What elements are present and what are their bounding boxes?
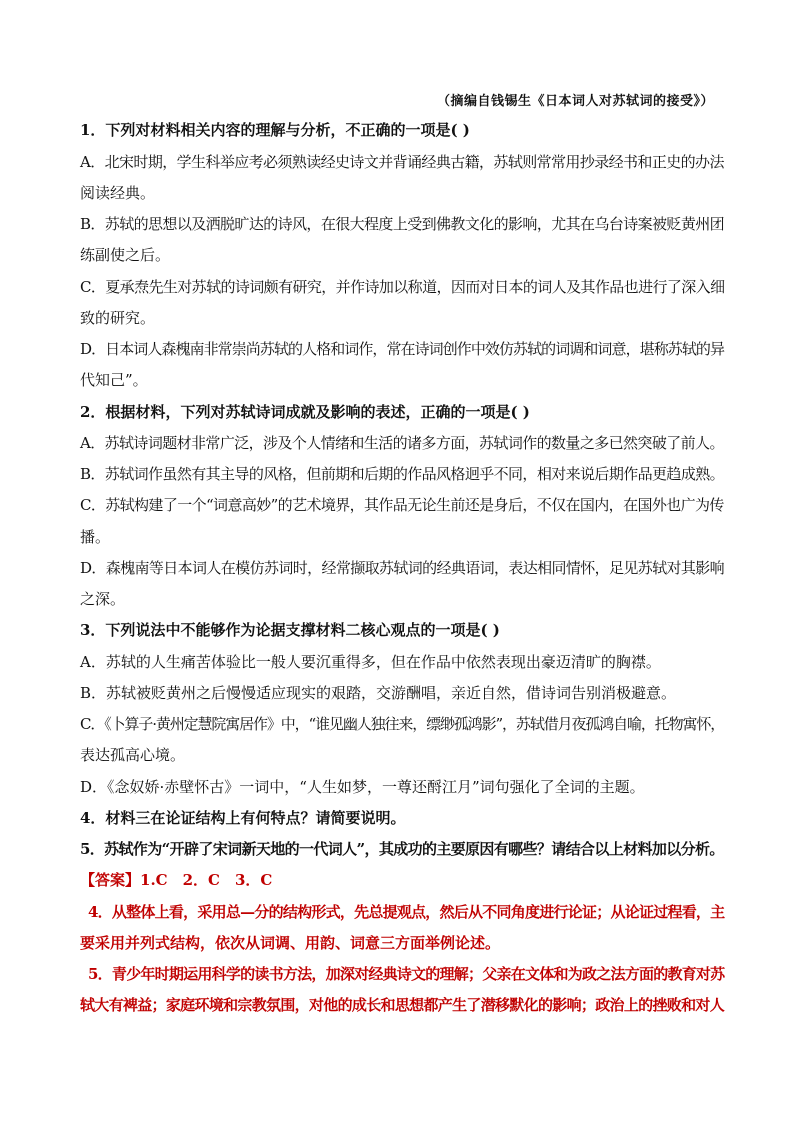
option-2b: B．苏轼词作虽然有其主导的风格，但前期和后期的作品风格迥乎不同，相对来说后期作品更趋成熟。 [80,465,725,483]
option-1a-cont: 阅读经典。 [80,184,156,202]
option-2d-cont: 之深。 [80,590,126,608]
question-3: 3．下列说法中不能够作为论据支撑材料二核心观点的一项是( ) [80,621,500,639]
answer-4: 4．从整体上看，采用总—分的结构形式，先总提观点，然后从不同角度进行论证；从论证过程看，主 [88,903,725,921]
option-1b: B．苏轼的思想以及洒脱旷达的诗风，在很大程度上受到佛教文化的影响，尤其在乌台诗案被贬黄州团 [80,215,725,233]
option-3c: C．《卜算子·黄州定慧院寓居作》中，“谁见幽人独往来，缥缈孤鸿影”，苏轼借月夜孤鸿自喻，托物寓怀， [80,715,725,733]
question-2: 2．根据材料，下列对苏轼诗词成就及影响的表述，正确的一项是( ) [80,403,530,421]
answer-4-cont: 要采用并列式结构，依次从词调、用韵、词意三方面举例论述。 [80,934,501,952]
option-2c-cont: 播。 [80,528,111,546]
option-3b: B．苏轼被贬黄州之后慢慢适应现实的艰踏，交游酬唱，亲近自然，借诗词告别消极避意。 [80,684,677,702]
answer-choices: 1.C 2．C 3．C [140,871,273,889]
option-3a: A．苏轼的人生痛苦体验比一般人要沉重得多，但在作品中依然表现出豪迈清旷的胸襟。 [80,653,661,671]
question-1: 1．下列对材料相关内容的理解与分析，不正确的一项是( ) [80,121,470,139]
option-3d: D．《念奴娇·赤壁怀古》一词中，“人生如梦，一尊还酹江月”词句强化了全词的主题。 [80,778,645,796]
question-5: 5．苏轼作为“开辟了宋词新天地的一代词人”，其成功的主要原因有哪些？请结合以上材料加以分析。 [80,840,724,858]
option-1d-cont: 代知己”。 [80,371,148,389]
answer-5-cont: 轼大有裨益；家庭环境和宗教氛围，对他的成长和思想都产生了潜移默化的影响；政治上的挫败和对人 [80,996,724,1014]
question-4: 4．材料三在论证结构上有何特点？请简要说明。 [80,809,406,827]
answer-line [80,871,272,889]
answer-5: 5．青少年时期运用科学的读书方法，加深对经典诗文的理解；父亲在文体和为政之法方面的教育对苏 [88,965,725,983]
option-1d: D．日本词人森槐南非常崇尚苏轼的人格和词作，常在诗词创作中效仿苏轼的词调和词意，堪称苏轼的异 [80,340,725,358]
answer-label: 【答案】 [80,871,141,889]
option-2d: D．森槐南等日本词人在模仿苏词时，经常撷取苏轼词的经典语词，表达相同情怀，足见苏轼对其影响 [80,559,725,577]
option-1c-cont: 致的研究。 [80,309,156,327]
option-1b-cont: 练副使之后。 [80,246,171,264]
option-2a: A．苏轼诗词题材非常广泛，涉及个人情绪和生活的诸多方面，苏轼词作的数量之多已然突破了前人。 [80,434,724,452]
option-1a: A．北宋时期，学生科举应考必须熟读经史诗文并背诵经典古籍，苏轼则常常用抄录经书和正史的办法 [80,153,724,171]
option-1c: C．夏承焘先生对苏轼的诗词颇有研究，并作诗加以称道，因而对日本的词人及其作品也进行了深入细 [80,278,725,296]
option-2c: C．苏轼构建了一个“词意高妙”的艺术境界，其作品无论生前还是身后，不仅在国内，在国外也广为传 [80,496,724,514]
source-citation: （摘编自钱锡生《日本词人对苏轼词的接受》） [436,94,714,109]
option-3c-cont: 表达孤高心境。 [80,746,186,764]
